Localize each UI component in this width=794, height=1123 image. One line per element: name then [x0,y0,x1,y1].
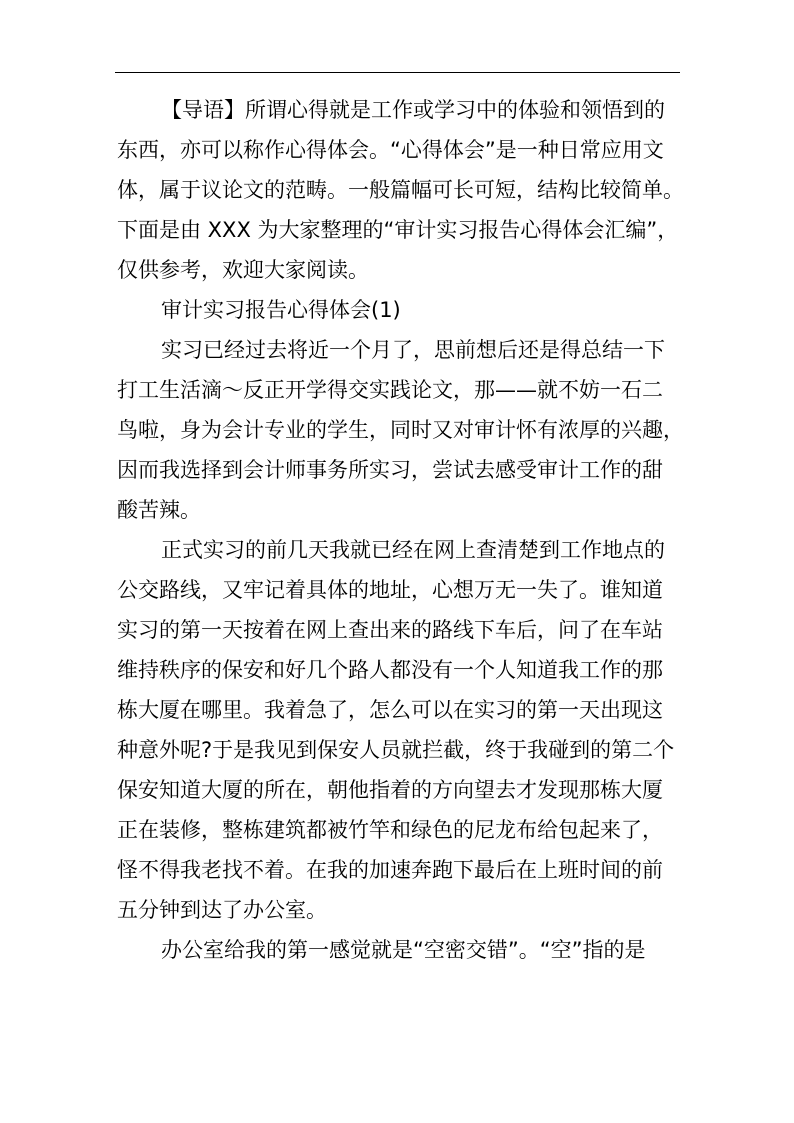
header-rule [115,72,680,73]
paragraph-line: 怪不得我老找不着。在我的加速奔跑下最后在上班时间的前 [117,858,663,882]
paragraph-line: 五分钟到达了办公室。 [117,898,327,922]
paragraph-line: 种意外呢?于是我见到保安人员就拦截，终于我碰到的第二个 [117,738,675,762]
section-title: 审计实习报告心得体会(1) [161,298,401,322]
paragraph-line: 酸苦辣。 [117,498,201,522]
intro-paragraph [117,90,684,290]
paragraph-line: 保安知道大厦的所在，朝他指着的方向望去才发现那栋大厦 [117,778,663,802]
paragraph-line: 实习已经过去将近一个月了，思前想后还是得总结一下 [161,338,665,362]
paragraph-line: 正在装修，整栋建筑都被竹竿和绿色的尼龙布给包起来了， [117,818,663,842]
intro-line: 下面是由 XXX 为大家整理的“审计实习报告心得体会汇编”， [117,218,679,242]
document-body [117,90,684,970]
paragraph-2 [117,530,680,930]
intro-line: 体，属于议论文的范畴。一般篇幅可长可短，结构比较简单。 [117,178,684,202]
paragraph-line: 栋大厦在哪里。我着急了，怎么可以在实习的第一天出现这 [117,698,663,722]
intro-line: 仅供参考，欢迎大家阅读。 [117,258,369,282]
intro-line: 【导语】所谓心得就是工作或学习中的体验和领悟到的 [161,98,665,122]
paragraph-line: 办公室给我的第一感觉就是“空密交错”。“空”指的是 [161,938,646,962]
paragraph-3 [117,930,680,970]
paragraph-1 [117,330,684,530]
paragraph-line: 正式实习的前几天我就已经在网上查清楚到工作地点的 [161,538,665,562]
paragraph-line: 鸟啦，身为会计专业的学生，同时又对审计怀有浓厚的兴趣， [117,418,684,442]
paragraph-line: 实习的第一天按着在网上查出来的路线下车后，问了在车站 [117,618,663,642]
paragraph-line: 打工生活滴～反正开学得交实践论文，那——就不妨一石二 [117,378,663,402]
paragraph-line: 公交路线，又牢记着具体的地址，心想万无一失了。谁知道 [117,578,663,602]
paragraph-line: 因而我选择到会计师事务所实习，尝试去感受审计工作的甜 [117,458,663,482]
intro-line: 东西，亦可以称作心得体会。“心得体会”是一种日常应用文 [117,138,664,162]
paragraph-line: 维持秩序的保安和好几个路人都没有一个人知道我工作的那 [117,658,663,682]
